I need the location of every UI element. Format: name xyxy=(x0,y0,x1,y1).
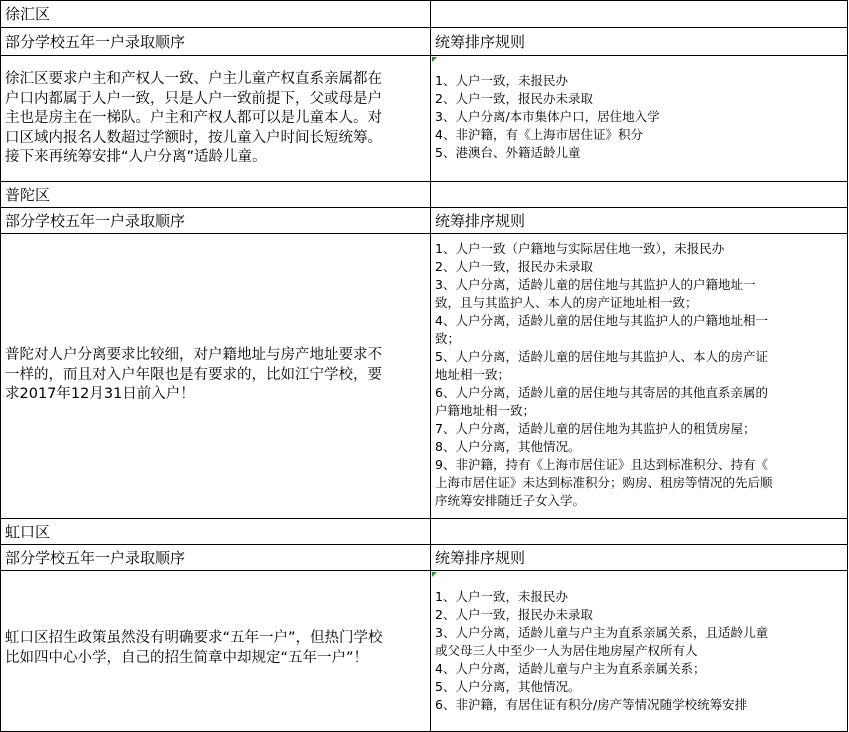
cell-comment-marker xyxy=(432,57,437,62)
rule-item: 6、人户分离，适龄儿童的居住地与其寄居的其他直系亲属的 xyxy=(435,385,768,400)
rules-cell[interactable] xyxy=(431,234,848,519)
rule-item: 序统筹安排随迁子女入学。 xyxy=(435,493,586,508)
district-cell-putuo[interactable] xyxy=(0,182,431,208)
left-header: 部分学校五年一户录取顺序 xyxy=(5,33,186,51)
rule-item: 1、人户一致（户籍地与实际居住地一致），未报民办 xyxy=(435,241,725,256)
rule-item: 9、非沪籍，持有《上海市居住证》且达到标准积分、持有《 xyxy=(435,457,768,472)
description-text xyxy=(5,70,427,168)
description-cell[interactable] xyxy=(0,571,431,732)
right-header: 统筹排序规则 xyxy=(435,212,526,230)
rule-item: 上海市居住证》未达到标准积分；购房、租房等情况的先后顺 xyxy=(435,475,773,490)
rule-item: 5、港澳台、外籍适龄儿童 xyxy=(435,145,581,160)
district-name: 普陀区 xyxy=(5,186,51,204)
description-line: 口区域内报名人数超过学额时，按儿童入户时间长短统筹。 xyxy=(5,129,382,146)
left-header-cell[interactable] xyxy=(0,208,431,234)
left-header-cell[interactable] xyxy=(0,28,431,56)
rule-item: 4、人户分离，适龄儿童与户主为直系亲属关系； xyxy=(435,661,706,676)
rule-item: 7、人户分离，适龄儿童的居住地为其监护人的租赁房屋； xyxy=(435,421,756,436)
description-line: 一样的，而且对入户年限也是有要求的，比如江宁学校，要 xyxy=(5,366,382,383)
description-line: 普陀对人户分离要求比较细，对户籍地址与房产地址要求不 xyxy=(5,347,382,363)
rules-list xyxy=(435,588,768,714)
district-cell-hongkou[interactable] xyxy=(0,519,431,545)
description-line: 主也是房主在一梯队。户主和产权人都可以是儿童本人。对 xyxy=(5,110,382,126)
rule-item: 5、人户分离，适龄儿童的居住地与其监护人、本人的房产证 xyxy=(435,349,768,364)
rule-item: 1、人户一致，未报民办 xyxy=(435,73,568,88)
rule-item: 3、人户分离/本市集体户口，居住地入学 xyxy=(435,109,660,124)
description-line: 比如四中心小学，自己的招生简章中却规定“五年一户”！ xyxy=(5,649,369,666)
description-line: 接下来再统筹安排“人户分离”适龄儿童。 xyxy=(5,149,267,165)
rule-item: 8、人户分离，其他情况。 xyxy=(435,439,581,454)
rule-item: 2、人户一致，报民办未录取 xyxy=(435,607,593,622)
right-header: 统筹排序规则 xyxy=(435,33,526,51)
rule-item: 户籍地址相一致； xyxy=(435,403,536,418)
rule-item: 4、人户分离，适龄儿童的居住地与其监护人的户籍地址相一 xyxy=(435,313,768,328)
rules-list xyxy=(435,72,660,162)
rule-item: 4、非沪籍，有《上海市居住证》积分 xyxy=(435,127,643,142)
description-text xyxy=(5,629,427,668)
rule-item: 致； xyxy=(435,331,461,346)
rule-item: 2、人户一致，报民办未录取 xyxy=(435,259,593,274)
rules-list xyxy=(435,240,773,510)
left-header: 部分学校五年一户录取顺序 xyxy=(5,549,186,567)
description-cell[interactable] xyxy=(0,234,431,519)
rule-item: 5、人户分离，其他情况。 xyxy=(435,679,581,694)
district-cell-xuhui[interactable] xyxy=(0,0,431,28)
rule-item: 1、人户一致，未报民办 xyxy=(435,589,568,604)
left-header-cell[interactable] xyxy=(0,545,431,571)
right-header-cell[interactable] xyxy=(431,208,848,234)
district-name: 徐汇区 xyxy=(5,5,51,23)
rule-item: 3、人户分离，适龄儿童与户主为直系亲属关系，且适龄儿童 xyxy=(435,625,768,640)
empty-cell[interactable] xyxy=(431,182,848,208)
rule-item: 2、人户一致，报民办未录取 xyxy=(435,91,593,106)
right-header: 统筹排序规则 xyxy=(435,549,526,567)
empty-cell[interactable] xyxy=(431,519,848,545)
rules-cell[interactable] xyxy=(431,56,848,182)
rule-item: 地址相一致； xyxy=(435,367,511,382)
description-text xyxy=(5,346,427,405)
rule-item: 3、人户分离，适龄儿童的居住地与其监护人的户籍地址一 xyxy=(435,277,756,292)
description-line: 虹口区招生政策虽然没有明确要求“五年一户”，但热门学校 xyxy=(5,630,383,646)
rule-item: 致，且与其监护人、本人的房产证地址相一致； xyxy=(435,295,698,310)
rule-item: 6、非沪籍，有居住证有积分/房产等情况随学校统筹安排 xyxy=(435,697,748,712)
right-header-cell[interactable] xyxy=(431,545,848,571)
description-line: 户口内都属于人户一致，只是人户一致前提下，父或母是户 xyxy=(5,90,382,107)
description-cell[interactable] xyxy=(0,56,431,182)
cell-comment-marker xyxy=(432,572,437,577)
rule-item: 或父母三人中至少一人为居住地房屋产权所有人 xyxy=(435,643,698,658)
rules-cell[interactable] xyxy=(431,571,848,732)
empty-cell[interactable] xyxy=(431,0,848,28)
district-name: 虹口区 xyxy=(5,523,51,541)
right-header-cell[interactable] xyxy=(431,28,848,56)
description-line: 徐汇区要求户主和产权人一致、户主儿童产权直系亲属都在 xyxy=(5,71,382,87)
left-header: 部分学校五年一户录取顺序 xyxy=(5,212,186,230)
description-line: 求2017年12月31日前入户！ xyxy=(5,386,195,402)
